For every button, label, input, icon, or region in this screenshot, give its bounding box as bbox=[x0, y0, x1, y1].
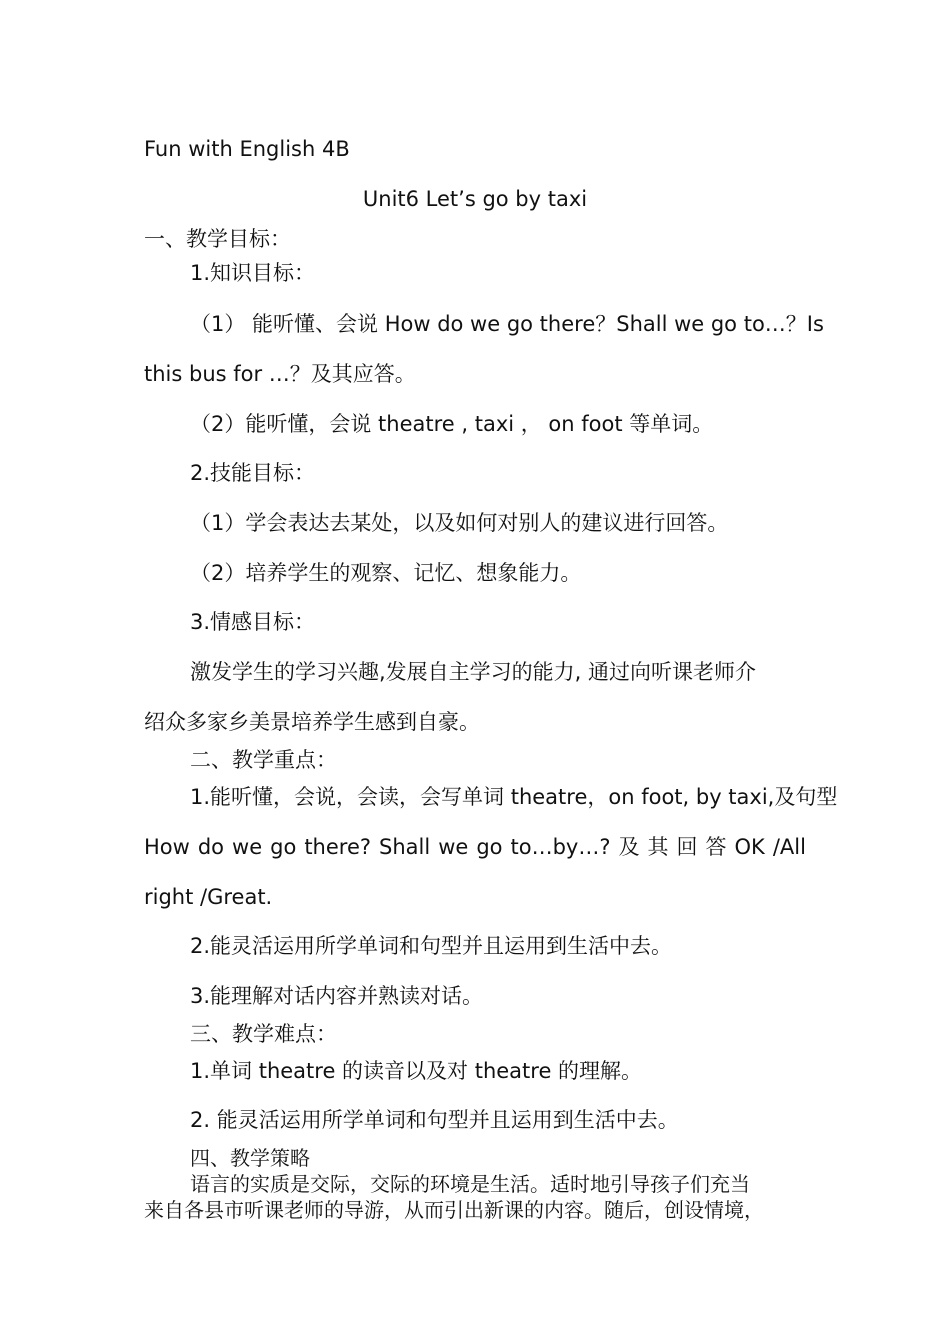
word: do bbox=[197, 835, 225, 859]
word: to…by…? bbox=[510, 835, 611, 859]
word: 及 bbox=[618, 835, 640, 859]
word: 答 bbox=[705, 835, 727, 859]
key-point-1-line-2 bbox=[144, 834, 806, 860]
section-heading-strategy: 四、教学策略 bbox=[190, 1146, 310, 1170]
emotion-goal-title: 3.情感目标： bbox=[190, 610, 316, 634]
knowledge-goal-title: 1.知识目标： bbox=[190, 261, 316, 285]
word: /All bbox=[772, 835, 806, 859]
word: 其 bbox=[647, 835, 669, 859]
difficulty-1: 1.单词 theatre 的读音以及对 theatre 的理解。 bbox=[190, 1059, 643, 1083]
word: there? bbox=[304, 835, 372, 859]
skill-item-1: （1）学会表达去某处，以及如何对别人的建议进行回答。 bbox=[190, 511, 729, 535]
book-title: Fun with English 4B bbox=[144, 137, 350, 161]
knowledge-item-1-line-1: （1） 能听懂、会说 How do we go there？Shall we go to…？Is bbox=[190, 312, 824, 336]
section-heading-key-points: 二、教学重点： bbox=[190, 748, 337, 772]
knowledge-item-1-line-2: this bus for …？及其应答。 bbox=[144, 362, 416, 386]
knowledge-item-2: （2）能听懂，会说 theatre , taxi ， on foot 等单词。 bbox=[190, 412, 714, 436]
word: 回 bbox=[676, 835, 698, 859]
key-point-3: 3.能理解对话内容并熟读对话。 bbox=[190, 984, 484, 1008]
strategy-line-2: 来自各县市听课老师的导游，从而引出新课的内容。随后，创设情境， bbox=[144, 1198, 764, 1222]
word: Shall bbox=[379, 835, 431, 859]
skill-item-2: （2）培养学生的观察、记忆、想象能力。 bbox=[190, 561, 582, 585]
section-heading-goals: 一、教学目标： bbox=[144, 227, 291, 251]
key-point-1-line-1: 1.能听懂，会说，会读，会写单词 theatre，on foot, by taxi,及句型 bbox=[190, 785, 838, 809]
difficulty-2: 2. 能灵活运用所学单词和句型并且运用到生活中去。 bbox=[190, 1108, 679, 1132]
word: go bbox=[270, 835, 297, 859]
emotion-goal-line-2: 绍众多家乡美景培养学生感到自豪。 bbox=[144, 710, 480, 734]
word: How bbox=[144, 835, 190, 859]
section-heading-difficulties: 三、教学难点： bbox=[190, 1022, 337, 1046]
key-point-2: 2.能灵活运用所学单词和句型并且运用到生活中去。 bbox=[190, 934, 673, 958]
word: we bbox=[438, 835, 469, 859]
word: go bbox=[476, 835, 503, 859]
strategy-line-1: 语言的实质是交际，交际的环境是生活。适时地引导孩子们充当 bbox=[190, 1172, 750, 1196]
word: OK bbox=[734, 835, 765, 859]
emotion-goal-line-1: 激发学生的学习兴趣,发展自主学习的能力, 通过向听课老师介 bbox=[190, 660, 757, 684]
word: we bbox=[232, 835, 263, 859]
skill-goal-title: 2.技能目标： bbox=[190, 461, 316, 485]
key-point-1-line-3: right /Great. bbox=[144, 885, 273, 909]
unit-title: Unit6 Let’s go by taxi bbox=[362, 187, 588, 211]
